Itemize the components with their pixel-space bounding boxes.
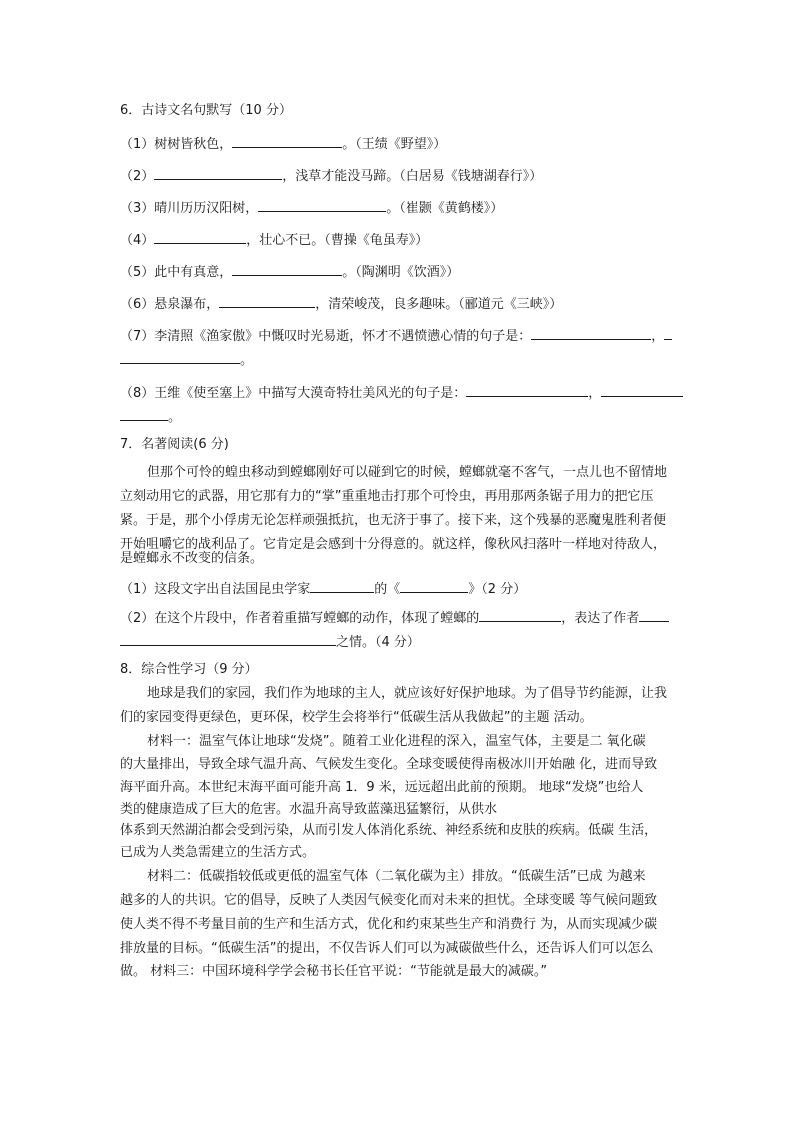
answer-blank[interactable] (639, 609, 669, 622)
q8-line: 材料一：温室气体让地球“发烧”。随着工业化进程的深入，温室气体，主要是二 氧化碳 (147, 734, 646, 749)
q6-item-5 (120, 263, 459, 281)
q8-line: 的大量排出，导致全球气温升高、气候发生变化。全球变暖使得南极冰川开始融 化，进而导致 (120, 757, 658, 772)
q6-item-1-pre: （1）树树皆秋色， (120, 137, 233, 152)
answer-blank[interactable] (258, 199, 386, 212)
q6-item-3 (120, 199, 503, 217)
q7-passage-line: 但那个可怜的蝗虫移动到螳螂刚好可以碰到它的时候，螳螂就毫不客气，一点儿也不留情地 (147, 465, 668, 480)
q6-item-1 (120, 135, 446, 153)
q7-sub-2-a: （2）在这个片段中，作者着重描写螳螂的动作，体现了螳螂的 (120, 611, 480, 626)
q7-sub-2-b: ，表达了作者 (561, 611, 640, 626)
q7-passage-line: 立刻动用它的武器，用它那有力的“掌”重重地击打那个可怜虫，再用那两条锯子用力的把它压 (120, 489, 654, 504)
q8-line: 地球是我们的家园，我们作为地球的主人，就应该好好保护地球。为了倡导节约能源，让我 (147, 686, 668, 701)
q6-item-5-pre: （5）此中有真意， (120, 265, 233, 280)
q8-line: 已成为人类急需建立的生活方式。 (120, 845, 316, 860)
q7-passage-line: 开始咀嚼它的战利品了。它肯定是会感到十分得意的。就这样，像秋风扫落叶一样地对待敌人， (120, 537, 667, 552)
q6-item-2-pre: （2） (120, 169, 155, 184)
q7-sub-2-c: 之情。（4 分） (336, 635, 420, 650)
answer-blank[interactable] (232, 135, 342, 148)
q8-line: 排放量的目标。“低碳生活”的提出，不仅告诉人们可以为减碳做些什么，还告诉人们可以怎么 (120, 941, 654, 956)
q8-title: 8．综合性学习（9 分） (120, 662, 258, 677)
answer-blank[interactable] (154, 231, 246, 244)
q8-line: 海平面升高。本世纪末海平面可能升高 1．9 米，远远超出此前的预期。 地球“发烧”也给人 (120, 780, 644, 795)
q6-item-6-pre: （6）悬泉瀑布， (120, 297, 220, 312)
q6-item-3-post: 。（崔颢《黄鹤楼》） (386, 201, 504, 216)
q7-sub-2 (120, 609, 669, 627)
q6-item-3-pre: （3）晴川历历汉阳树， (120, 201, 259, 216)
q6-item-6-mid: ，清荣峻茂，良多趣味。（郦道元《三峡》） (315, 297, 563, 312)
q7-sub-1-c: 》（2 分） (468, 582, 527, 597)
q6-item-2 (120, 167, 542, 185)
q8-line: 类的健康造成了巨大的危害。水温升高导致蓝藻迅猛繁衍，从供水 (120, 802, 498, 817)
answer-blank[interactable] (154, 167, 282, 180)
q6-item-8-cont (120, 408, 181, 426)
answer-blank[interactable] (120, 633, 336, 646)
answer-blank[interactable] (232, 263, 342, 276)
answer-blank[interactable] (664, 327, 672, 340)
q6-item-8-text: （8）王维《使至塞上》中描写大漠奇特壮美风光的句子是： (120, 386, 467, 401)
q7-sub-1 (120, 580, 526, 598)
q7-passage-line: 紧。于是，那个小俘虏无论怎样顽强抵抗，也无济于事了。接下来，这个残暴的恶魔鬼胜利者便 (120, 513, 667, 528)
q6-item-5-post: 。（陶渊明《饮酒》） (342, 265, 460, 280)
answer-blank[interactable] (120, 351, 240, 364)
q7-sub-2-cont (120, 633, 420, 651)
q6-item-2-post: ，浅草才能没马蹄。（白居易《钱塘湖春行》） (282, 169, 543, 184)
q6-item-8 (120, 384, 683, 402)
q6-item-8-sep: ， (588, 386, 602, 401)
q6-item-6 (120, 295, 562, 313)
q8-line: 们的家园变得更绿色，更环保，校学生会将举行“低碳生活从我做起”的主题 活动。 (120, 710, 593, 725)
answer-blank[interactable] (601, 384, 683, 397)
answer-blank[interactable] (219, 295, 315, 308)
answer-blank[interactable] (466, 384, 588, 397)
q8-line: 体系到天然湖泊都会受到污染，从而引发人体消化系统、神经系统和皮肤的疾病。低碳 生活， (120, 823, 658, 838)
q6-item-7-cont (120, 351, 253, 369)
q8-line: 做。 材料三：中国环境科学学会秘书长任官平说：“节能就是最大的减碳。” (120, 964, 548, 979)
q6-item-1-post: 。（王绩《野望》） (342, 137, 447, 152)
q6-item-4 (120, 231, 428, 249)
q8-line: 使人类不得不考量目前的生产和生活方式，优化和约束某些生产和消费行 为，从而实现减少碳 (120, 917, 658, 932)
answer-blank[interactable] (310, 580, 374, 593)
q8-line: 材料二：低碳指较低或更低的温室气体（二氧化碳为主）排放。“低碳生活”已成 为越来 (147, 869, 646, 884)
q6-item-7-sep: ， (651, 329, 665, 344)
q6-item-7-text: （7）李清照《渔家傲》中慨叹时光易逝，怀才不遇愤懑心情的句子是： (120, 329, 532, 344)
q6-item-8-end: 。 (168, 410, 182, 425)
q6-title: 6．古诗文名句默写（10 分） (120, 103, 292, 118)
answer-blank[interactable] (120, 408, 168, 421)
q6-item-4-post: ，壮心不已。（曹操《龟虽寿》） (246, 233, 429, 248)
answer-blank[interactable] (400, 580, 468, 593)
q6-item-7 (120, 327, 672, 345)
q6-item-4-pre: （4） (120, 233, 155, 248)
q7-sub-1-a: （1）这段文字出自法国昆虫学家 (120, 582, 311, 597)
q6-item-7-end: 。 (240, 353, 254, 368)
q7-title: 7．名著阅读(6 分) (120, 437, 229, 452)
q8-line: 越多的人的共识。它的倡导，反映了人类因气候变化而对未来的担忧。全球变暖 等气候问题致 (120, 893, 658, 908)
q7-sub-1-b: 的《 (374, 582, 401, 597)
q7-passage-line: 是螳螂永不改变的信条。 (120, 551, 264, 566)
answer-blank[interactable] (479, 609, 561, 622)
answer-blank[interactable] (531, 327, 651, 340)
